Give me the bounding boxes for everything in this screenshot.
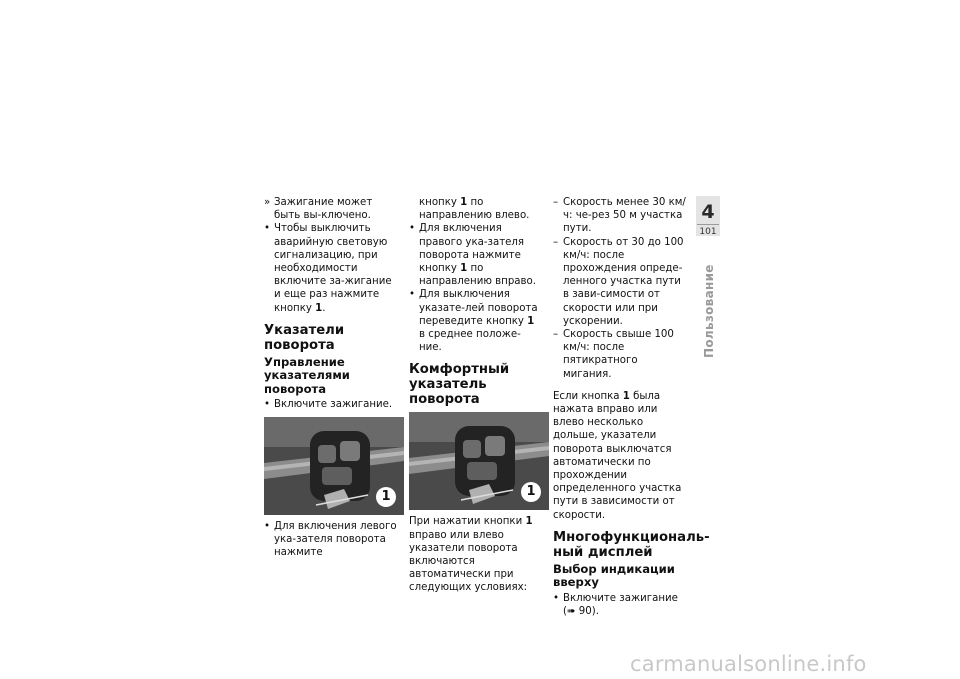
subheading-control: Управление указателями поворота	[264, 354, 350, 396]
bullet-left-signal: • Для включения левого ука-зателя поворота нажмите	[264, 520, 397, 558]
page-reference-arrow-icon: ➠	[566, 606, 576, 618]
arrow-note: » Зажигание может быть вы-ключено.	[264, 197, 373, 222]
watermark: carmanualsonline.info	[630, 652, 867, 676]
section-heading-display: Многофункциональ-ный дисплей	[553, 529, 710, 560]
long-press-paragraph: Если кнопка 1 была нажата вправо или влево несколько дольше, указатели поворота выключатся автоматически по прохождении определенного участка пути в зависимости от скорости.	[553, 390, 682, 521]
bullet-signal-off: • Для выключения указате-лей поворота переведите кнопку 1 в среднее положе-ние.	[409, 289, 538, 354]
subheading-display-top: Выбор индикации вверху	[553, 561, 675, 590]
bullet-hazard: • Чтобы выключить аварийную световую сигнализацию, при необходимости включите за-жигание и еще раз нажмите кнопку 1.	[264, 223, 392, 314]
chapter-divider	[697, 224, 719, 225]
chapter-number: 4	[701, 201, 715, 223]
column-1	[264, 196, 398, 559]
bullet-ignition-display: • Включите зажигание (➠ 90).	[553, 592, 678, 618]
handlebar-switch-photo-2	[409, 412, 549, 510]
section-heading-comfort-signal: Комфортный указатель поворота	[409, 362, 510, 408]
column-2	[409, 196, 543, 595]
continued-text: кнопку 1 по направлению влево.	[419, 197, 530, 222]
callout-1-b: 1	[521, 482, 541, 502]
callout-1: 1	[376, 487, 396, 507]
comfort-signal-paragraph: При нажатии кнопки 1 вправо или влево указатели поворота включаются автоматически при следующих условиях:	[409, 516, 533, 594]
handlebar-switch-photo	[264, 417, 404, 515]
section-heading-turn-signals: Указатели поворота	[264, 322, 345, 353]
dash-item-1: – Скорость менее 30 км/ч: че-рез 50 м участка пути.	[553, 197, 686, 235]
chapter-title-vertical: Пользование	[702, 264, 716, 358]
dash-item-3: – Скорость свыше 100 км/ч: после пятикратного мигания.	[553, 329, 674, 380]
bullet-right-signal: • Для включения правого ука-зателя поворота нажмите кнопку 1 по направлению вправо.	[409, 223, 537, 288]
page-number: 101	[699, 227, 717, 237]
dash-item-2: – Скорость от 30 до 100 км/ч: после прохождения опреде-ленного участка пути в зави-симости от скорости или при ускорении.	[553, 236, 684, 327]
bullet-ignition: • Включите зажигание.	[264, 399, 393, 411]
